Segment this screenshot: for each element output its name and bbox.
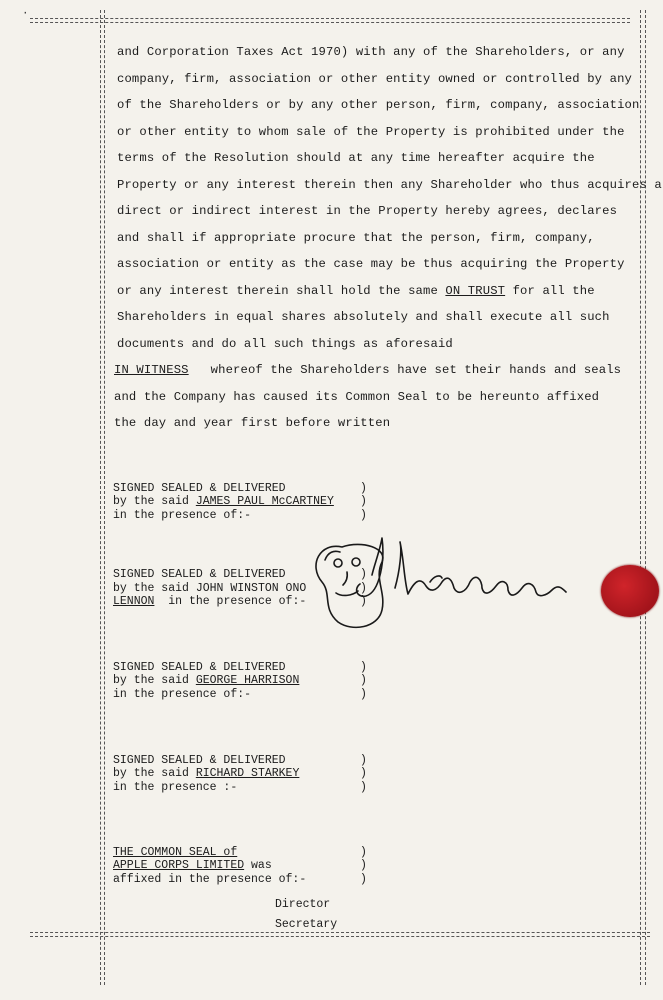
company-name: APPLE CORPS LIMITED: [113, 859, 245, 872]
on-trust-text: ON TRUST: [445, 284, 506, 298]
paren: ): [360, 846, 367, 859]
presence-text: in the presence of:-: [168, 595, 307, 608]
sig-block-1-by: [113, 495, 334, 509]
top-border-line: [30, 18, 630, 19]
paren: ): [360, 674, 367, 687]
common-seal-heading: [113, 846, 237, 860]
sig-block-2-name: JOHN WINSTON ONO: [195, 582, 307, 595]
common-seal-company-line: [113, 859, 272, 873]
sig-block-4-by: [113, 767, 299, 781]
trust-line: [117, 283, 595, 299]
paren: ): [360, 688, 367, 701]
shareholders-line: Shareholders in equal shares absolutely and shall execute all such: [117, 310, 610, 324]
sig-block-2-heading: SIGNED SEALED & DELIVERED: [113, 568, 286, 581]
sig-block-3-presence: in the presence of:-: [113, 688, 252, 701]
right-margin-line-2: [645, 10, 646, 985]
by-the-said: by the said: [113, 582, 196, 595]
sig-block-1-name: JAMES PAUL McCARTNEY: [195, 495, 334, 508]
paren: ): [360, 495, 367, 508]
paren: ): [360, 767, 367, 780]
secretary-label: Secretary: [275, 918, 338, 931]
by-the-said: by the said: [113, 495, 196, 508]
body-line-12: the day and year first before written: [114, 416, 391, 430]
paren: ): [360, 661, 367, 674]
sig-block-4-heading: SIGNED SEALED & DELIVERED: [113, 754, 286, 767]
witness-line: [114, 362, 621, 378]
body-line-3: of the Shareholders or by any other person, firm, company, association: [117, 98, 640, 112]
common-seal-line1: THE COMMON SEAL of: [113, 846, 238, 859]
sig-block-4-presence: in the presence :-: [113, 781, 238, 794]
body-line-9: association or entity as the case may be thus acquiring the Property: [117, 257, 625, 271]
paren: ): [360, 859, 367, 872]
paren: ): [360, 754, 367, 767]
body-line-11: and the Company has caused its Common Seal to be hereunto affixed: [114, 390, 600, 404]
left-margin-line: [100, 10, 101, 985]
sig-block-2-name-cont: LENNON: [113, 595, 155, 608]
trust-line-after: for all the: [505, 284, 595, 298]
body-line-2: company, firm, association or other entity owned or controlled by any: [117, 72, 632, 86]
sig-block-2-presence: [113, 595, 306, 609]
by-the-said: by the said: [113, 767, 196, 780]
paren: ): [360, 873, 367, 886]
bottom-border-line: [30, 932, 650, 933]
lennon-signature-image: [300, 530, 605, 635]
sig-block-4-name: RICHARD STARKEY: [195, 767, 300, 780]
left-margin-line-2: [104, 10, 105, 985]
director-label: Director: [275, 898, 331, 911]
body-line-1: and Corporation Taxes Act 1970) with any of the Shareholders, or any: [117, 45, 625, 59]
body-line-8: and shall if appropriate procure that the person, firm, company,: [117, 231, 595, 245]
sig-block-1-presence: in the presence of:-: [113, 509, 252, 522]
body-line-6: Property or any interest therein then any Shareholder who thus acquires a: [117, 178, 662, 192]
sig-block-1-heading: SIGNED SEALED & DELIVERED: [113, 482, 286, 495]
sig-block-3-by: [113, 674, 299, 688]
sig-block-3-name: GEORGE HARRISON: [195, 674, 300, 687]
paren: ): [360, 582, 367, 595]
sig-block-2-by: [113, 582, 306, 596]
sig-block-3-heading: SIGNED SEALED & DELIVERED: [113, 661, 286, 674]
top-border-line-2: [30, 22, 630, 23]
bottom-border-line-2: [30, 936, 650, 937]
paren: ): [360, 509, 367, 522]
body-line-10: documents and do all such things as aforesaid: [117, 337, 453, 351]
body-line-7: direct or indirect interest in the Property hereby agrees, declares: [117, 204, 618, 218]
body-line-4: or other entity to whom sale of the Property is prohibited under the: [117, 125, 625, 139]
witness-line-after: whereof the Shareholders have set their hands and seals: [210, 363, 622, 377]
paren: ): [360, 595, 367, 608]
paren: ): [360, 781, 367, 794]
trust-line-before: or any interest therein shall hold the same: [117, 284, 446, 298]
paren: ): [360, 568, 367, 581]
common-seal-presence: affixed in the presence of:-: [113, 873, 307, 886]
paren: ): [360, 482, 367, 495]
in-witness-text: IN WITNESS: [114, 363, 189, 377]
was-text: was: [244, 859, 272, 872]
body-line-5: terms of the Resolution should at any time hereafter acquire the: [117, 151, 595, 165]
red-wax-seal: [601, 565, 659, 617]
corner-mark: ·: [22, 8, 29, 20]
right-margin-line: [640, 10, 641, 985]
by-the-said: by the said: [113, 674, 196, 687]
